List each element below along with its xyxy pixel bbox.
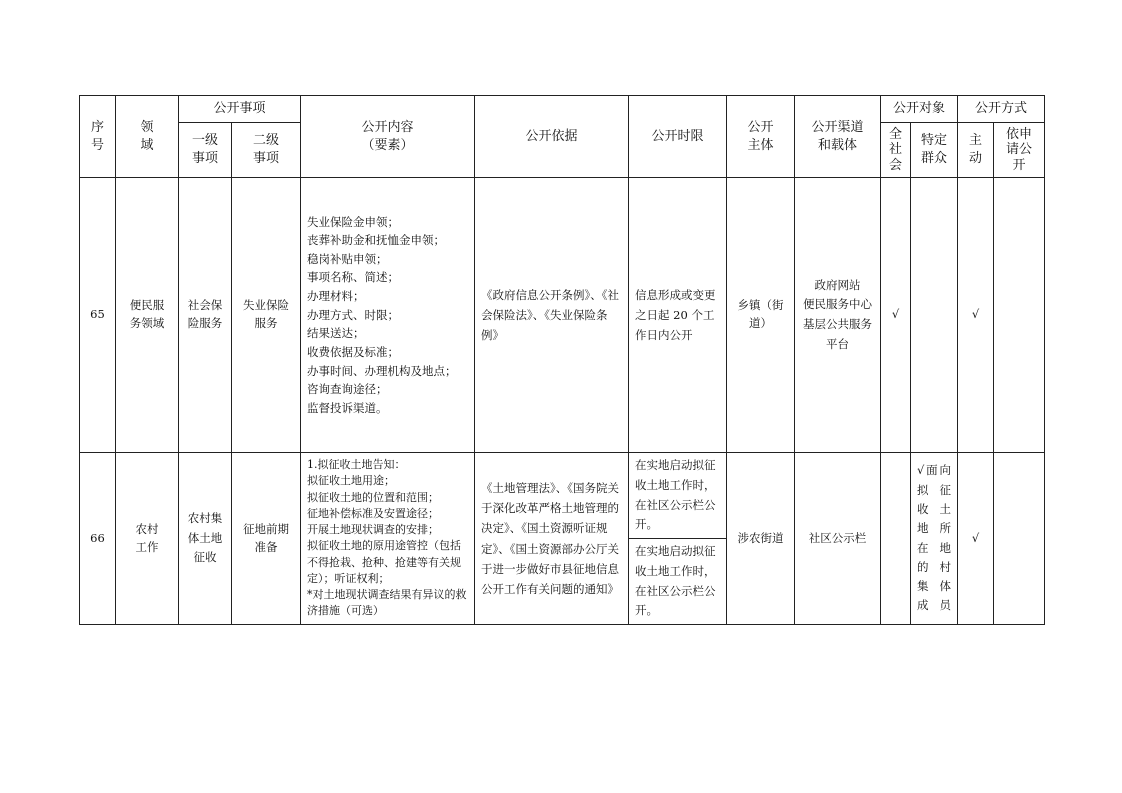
row-basis: 《土地管理法》、《国务院关于深化改革严格土地管理的决定》、《国土资源听证规定》、《国土资源部办公厅关于进一步做好市县征地信息公开工作有关问题的通知》 <box>475 453 629 625</box>
header-target-group: 公开对象 <box>881 96 958 123</box>
header-channel: 公开渠道 和载体 <box>795 96 881 178</box>
row-subject: 乡镇（街 道） <box>727 178 795 453</box>
row-time-limit: 信息形成或变更之日起 20 个工作日内公开 <box>629 178 727 453</box>
header-mode-apply: 依申 请公 开 <box>994 123 1045 178</box>
header-row-1 <box>80 96 1045 123</box>
row-content: 失业保险金申领； 丧葬补助金和抚恤金申领； 稳岗补贴申领； 事项名称、简述； 办理材料； 办理方式、时限； 结果送达； 收费依据及标准； 办事时间、办理机构及地点； 咨询查询途径； 监督投诉渠道。 <box>301 178 475 453</box>
row-seq: 66 <box>80 453 116 625</box>
row-seq: 65 <box>80 178 116 453</box>
table-row-65 <box>80 178 1045 453</box>
row-mode-active-check: √ <box>958 178 994 453</box>
row-channel: 社区公示栏 <box>795 453 881 625</box>
time-limit-part-a: 在实地启动拟征 收土地工作时， 在社区公示栏公 开。 <box>635 458 716 532</box>
row-level1: 农村集 体土地 征收 <box>179 453 232 625</box>
header-target-all: 全 社 会 <box>881 123 911 178</box>
header-target-specific: 特定 群众 <box>911 123 958 178</box>
row-mode-apply <box>994 453 1045 625</box>
row-target-all <box>881 453 911 625</box>
header-items-group: 公开事项 <box>179 96 301 123</box>
header-basis: 公开依据 <box>475 96 629 178</box>
row-level2: 失业保险 服务 <box>232 178 301 453</box>
row-channel: 政府网站 便民服务中心 基层公共服务 平台 <box>795 178 881 453</box>
row-time-limit <box>629 453 727 625</box>
row-field: 农村 工作 <box>116 453 179 625</box>
disclosure-table <box>79 95 1045 625</box>
header-mode-group: 公开方式 <box>958 96 1045 123</box>
row-mode-apply <box>994 178 1045 453</box>
row-content: 1.拟征收土地告知： 拟征收土地用途； 拟征收土地的位置和范围； 征地补偿标准及安置途径； 开展土地现状调查的安排； 拟征收土地的原用途管控（包括不得抢栽、抢种、抢建等有关规定）；听证权利； *对土地现状调查结果有异议的救济措施（可选） <box>301 453 475 625</box>
row-subject: 涉农街道 <box>727 453 795 625</box>
table-row-66 <box>80 453 1045 625</box>
header-mode-active: 主 动 <box>958 123 994 178</box>
row-mode-active-check: √ <box>958 453 994 625</box>
header-content: 公开内容 （要素） <box>301 96 475 178</box>
time-limit-part-b: 在实地启动拟征 收土地工作时， 在社区公示栏公 开。 <box>629 538 726 624</box>
row-level1: 社会保 险服务 <box>179 178 232 453</box>
row-target-all-check: √ <box>881 178 911 453</box>
row-target-specific <box>911 178 958 453</box>
row-level2: 征地前期 准备 <box>232 453 301 625</box>
header-level2: 二级 事项 <box>232 123 301 178</box>
header-field: 领 域 <box>116 96 179 178</box>
row-target-specific: √面向 拟 征 收 土 地 所 在 地 的 村 集 体 成员 <box>911 453 958 625</box>
header-subject: 公开 主体 <box>727 96 795 178</box>
row-basis: 《政府信息公开条例》、《社会保险法》、《失业保险条例》 <box>475 178 629 453</box>
header-seq: 序 号 <box>80 96 116 178</box>
header-time-limit: 公开时限 <box>629 96 727 178</box>
row-field: 便民服 务领域 <box>116 178 179 453</box>
header-level1: 一级 事项 <box>179 123 232 178</box>
